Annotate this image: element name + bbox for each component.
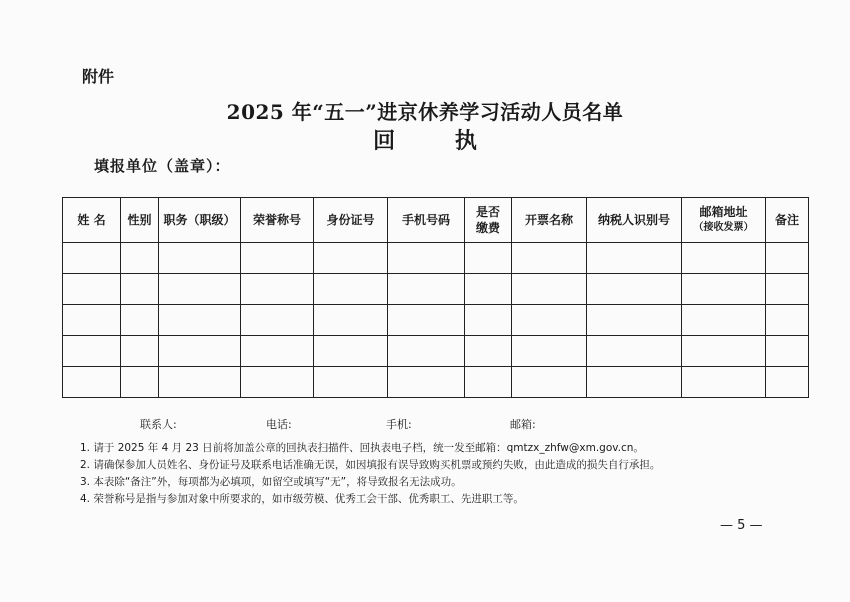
table-cell[interactable] (587, 367, 682, 398)
table-cell[interactable] (388, 243, 465, 274)
table-header-row (63, 198, 809, 243)
column-header (465, 198, 512, 243)
table-cell[interactable] (766, 274, 809, 305)
table-cell[interactable] (682, 305, 766, 336)
table-cell[interactable] (121, 305, 159, 336)
table-row (63, 274, 809, 305)
table-cell[interactable] (512, 243, 587, 274)
attachment-label: 附件 (82, 67, 115, 86)
column-header (682, 198, 766, 243)
table-cell[interactable] (241, 367, 314, 398)
page-number: — 5 — (720, 518, 763, 533)
table-cell[interactable] (388, 336, 465, 367)
table-cell[interactable] (159, 367, 241, 398)
column-header-label: 是否 (475, 205, 500, 219)
table-cell[interactable] (159, 336, 241, 367)
table-cell[interactable] (766, 243, 809, 274)
table-cell[interactable] (63, 336, 121, 367)
column-header-label: 备注 (774, 213, 799, 227)
column-header (388, 198, 465, 243)
table-cell[interactable] (512, 336, 587, 367)
table-cell[interactable] (388, 367, 465, 398)
column-header (314, 198, 388, 243)
table-cell[interactable] (63, 305, 121, 336)
table-cell[interactable] (766, 336, 809, 367)
column-header-label: 姓 名 (77, 213, 106, 227)
table-cell[interactable] (241, 336, 314, 367)
table-cell[interactable] (159, 274, 241, 305)
column-header-label: 身份证号 (326, 213, 375, 227)
table-cell[interactable] (314, 274, 388, 305)
table-cell[interactable] (63, 243, 121, 274)
table-cell[interactable] (241, 305, 314, 336)
column-header-label: 纳税人识别号 (597, 213, 670, 227)
note-item: 2. 请确保参加人员姓名、身份证号及联系电话准确无误，如因填报有误导致购买机票或预约失败，由此造成的损失自行承担。 (80, 459, 661, 471)
table-cell[interactable] (512, 305, 587, 336)
table-row (63, 367, 809, 398)
table-cell[interactable] (465, 243, 512, 274)
column-header-label: 荣誉称号 (252, 213, 301, 227)
table-cell[interactable] (314, 367, 388, 398)
column-header-label: 性别 (127, 213, 152, 227)
table-cell[interactable] (121, 336, 159, 367)
note-item: 3. 本表除“备注”外，每项都为必填项，如留空或填写“无”，将导致报名无法成功。 (80, 476, 462, 488)
table-cell[interactable] (682, 274, 766, 305)
table-cell[interactable] (63, 367, 121, 398)
document-subtitle: 回 执 (373, 128, 503, 154)
table-cell[interactable] (241, 243, 314, 274)
table-cell[interactable] (314, 336, 388, 367)
table-cell[interactable] (512, 367, 587, 398)
table-cell[interactable] (512, 274, 587, 305)
table-cell[interactable] (465, 367, 512, 398)
table-cell[interactable] (587, 336, 682, 367)
column-header (121, 198, 159, 243)
email-label: 邮箱: (510, 418, 536, 431)
column-header-label: 邮箱地址 (699, 205, 748, 219)
table-cell[interactable] (121, 274, 159, 305)
reporting-unit-label: 填报单位（盖章）： (94, 157, 231, 175)
table-row (63, 305, 809, 336)
table-cell[interactable] (682, 336, 766, 367)
note-item: 1. 请于 2025 年 4 月 23 日前将加盖公章的回执表扫描件、回执表电子档，统一发至邮箱：qmtzx_zhfw@xm.gov.cn。 (80, 442, 644, 454)
column-header-sublabel: （接收发票） (693, 222, 754, 233)
column-header (766, 198, 809, 243)
table-cell[interactable] (682, 243, 766, 274)
table-cell[interactable] (388, 305, 465, 336)
table-cell[interactable] (159, 305, 241, 336)
column-header (512, 198, 587, 243)
column-header (63, 198, 121, 243)
table-cell[interactable] (766, 367, 809, 398)
phone-label: 电话: (266, 418, 292, 431)
table-cell[interactable] (314, 243, 388, 274)
table-row (63, 336, 809, 367)
table-cell[interactable] (159, 243, 241, 274)
column-header (241, 198, 314, 243)
column-header-label: 开票名称 (524, 213, 573, 227)
table-cell[interactable] (465, 336, 512, 367)
table-cell[interactable] (63, 274, 121, 305)
table-cell[interactable] (587, 243, 682, 274)
column-header (159, 198, 241, 243)
document-title: 2025 年“五一”进京休养学习活动人员名单 (226, 100, 624, 124)
table-cell[interactable] (766, 305, 809, 336)
contact-person-label: 联系人: (140, 418, 177, 431)
notes-list (80, 440, 660, 508)
table-cell[interactable] (465, 274, 512, 305)
table-cell[interactable] (241, 274, 314, 305)
mobile-label: 手机: (386, 418, 412, 431)
column-header-label: 手机号码 (401, 213, 450, 227)
table-row (63, 243, 809, 274)
table-cell[interactable] (314, 305, 388, 336)
table-cell[interactable] (587, 274, 682, 305)
table-cell[interactable] (121, 367, 159, 398)
column-header-label: 职务（职级） (163, 213, 236, 227)
note-item: 4. 荣誉称号是指与参加对象中所要求的，如市级劳模、优秀工会干部、优秀职工、先进职工等。 (80, 493, 524, 505)
table-cell[interactable] (587, 305, 682, 336)
column-header-sublabel: 缴费 (475, 221, 500, 235)
table-cell[interactable] (465, 305, 512, 336)
participant-table (62, 197, 809, 398)
table-cell[interactable] (388, 274, 465, 305)
table-cell[interactable] (121, 243, 159, 274)
table-cell[interactable] (682, 367, 766, 398)
column-header (587, 198, 682, 243)
